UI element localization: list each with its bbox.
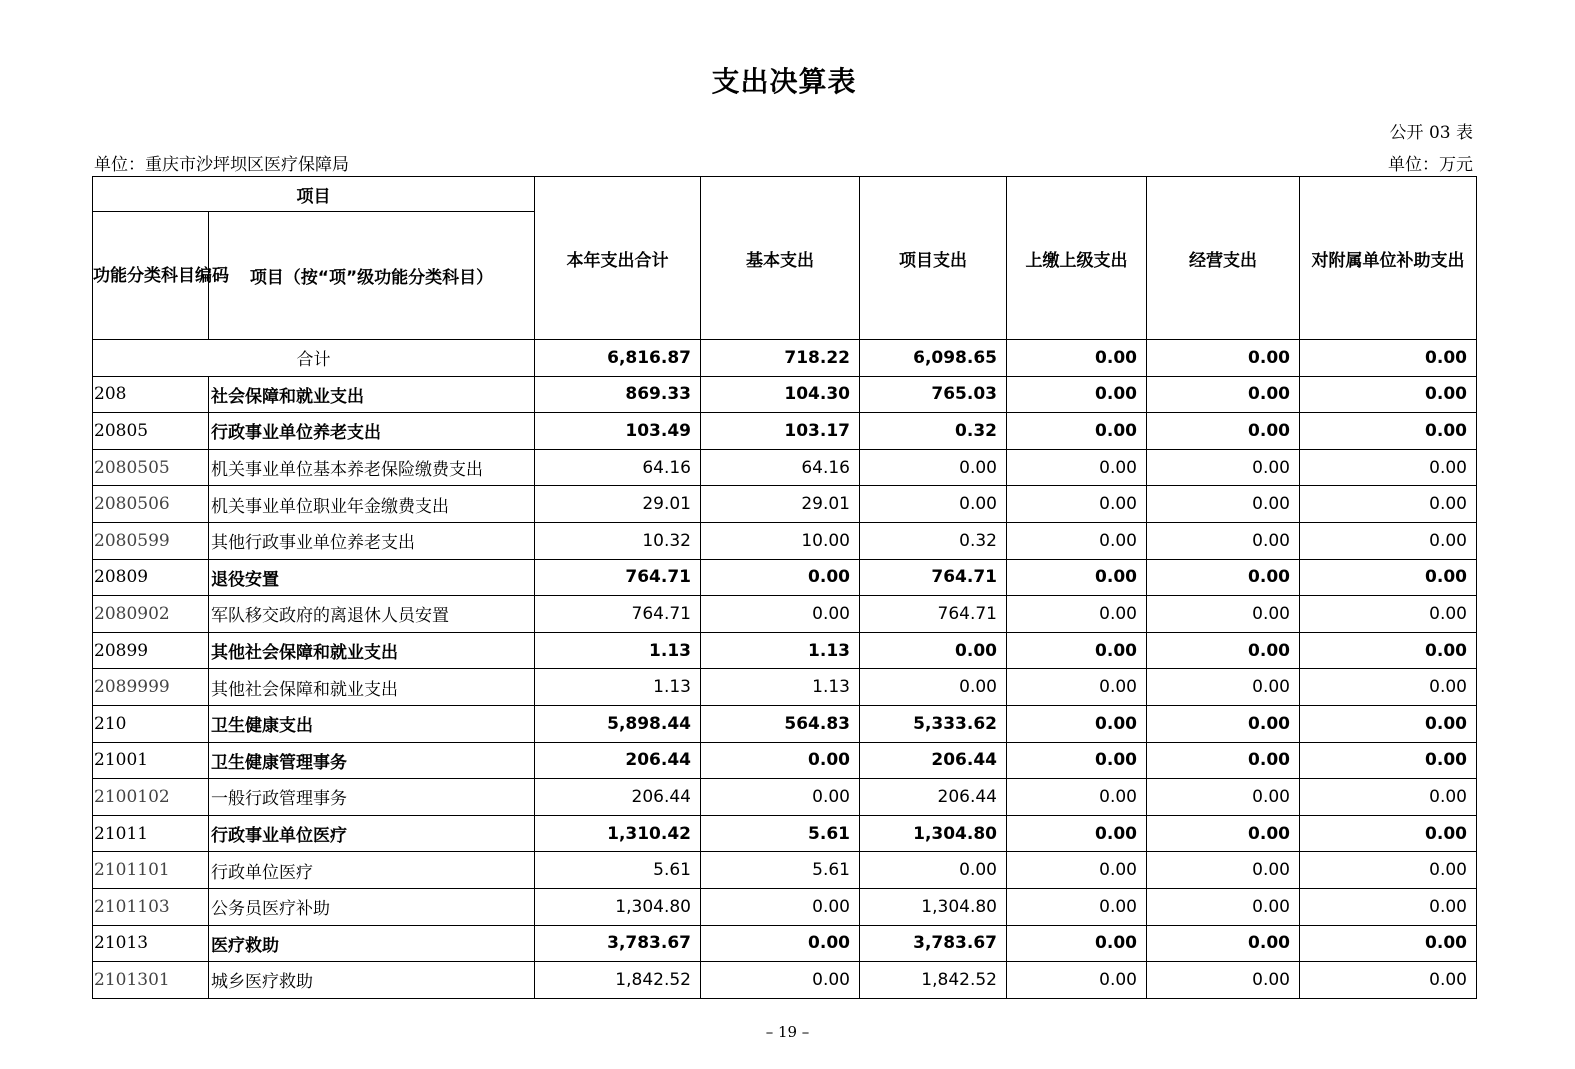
cell-superior: 0.00	[1007, 522, 1147, 559]
cell-business: 0.00	[1147, 596, 1300, 633]
cell-project: 206.44	[860, 742, 1007, 779]
total-cell-superior: 0.00	[1007, 340, 1147, 377]
cell-project: 0.00	[860, 852, 1007, 889]
table-row	[93, 559, 1477, 596]
cell-name: 其他社会保障和就业支出	[209, 632, 535, 669]
cell-business: 0.00	[1147, 376, 1300, 413]
cell-basic: 0.00	[701, 779, 860, 816]
table-row	[93, 962, 1477, 999]
cell-project: 1,842.52	[860, 962, 1007, 999]
cell-superior: 0.00	[1007, 669, 1147, 706]
cell-superior: 0.00	[1007, 742, 1147, 779]
cell-basic: 10.00	[701, 522, 860, 559]
cell-subsidy: 0.00	[1300, 815, 1477, 852]
cell-total: 206.44	[535, 742, 701, 779]
cell-basic: 0.00	[701, 559, 860, 596]
cell-code: 208	[93, 376, 209, 413]
cell-business: 0.00	[1147, 705, 1300, 742]
table-row	[93, 376, 1477, 413]
cell-subsidy: 0.00	[1300, 596, 1477, 633]
cell-total: 103.49	[535, 413, 701, 450]
table-row	[93, 925, 1477, 962]
cell-total: 764.71	[535, 596, 701, 633]
total-label: 合计	[93, 340, 535, 377]
cell-name: 一般行政管理事务	[209, 779, 535, 816]
cell-basic: 0.00	[701, 742, 860, 779]
cell-code: 2101103	[93, 888, 209, 925]
cell-business: 0.00	[1147, 449, 1300, 486]
cell-total: 1,310.42	[535, 815, 701, 852]
header-basic: 基本支出	[701, 177, 860, 340]
cell-basic: 0.00	[701, 962, 860, 999]
cell-project: 0.32	[860, 413, 1007, 450]
cell-code: 2101301	[93, 962, 209, 999]
cell-code: 2080902	[93, 596, 209, 633]
cell-subsidy: 0.00	[1300, 779, 1477, 816]
expenditure-table	[92, 176, 1477, 999]
cell-superior: 0.00	[1007, 815, 1147, 852]
cell-code: 20805	[93, 413, 209, 450]
header-subsidy: 对附属单位补助支出	[1300, 177, 1477, 340]
cell-business: 0.00	[1147, 522, 1300, 559]
cell-business: 0.00	[1147, 852, 1300, 889]
cell-project: 764.71	[860, 596, 1007, 633]
cell-code: 20809	[93, 559, 209, 596]
header-name: 项目（按“项”级功能分类科目）	[209, 212, 535, 340]
cell-subsidy: 0.00	[1300, 669, 1477, 706]
total-cell-basic: 718.22	[701, 340, 860, 377]
cell-total: 1.13	[535, 669, 701, 706]
total-cell-business: 0.00	[1147, 340, 1300, 377]
cell-total: 29.01	[535, 486, 701, 523]
cell-name: 机关事业单位职业年金缴费支出	[209, 486, 535, 523]
cell-superior: 0.00	[1007, 852, 1147, 889]
cell-superior: 0.00	[1007, 925, 1147, 962]
table-row	[93, 632, 1477, 669]
table-row	[93, 888, 1477, 925]
cell-subsidy: 0.00	[1300, 925, 1477, 962]
cell-project: 0.00	[860, 632, 1007, 669]
table-row	[93, 742, 1477, 779]
cell-project: 206.44	[860, 779, 1007, 816]
cell-superior: 0.00	[1007, 413, 1147, 450]
total-cell-project: 6,098.65	[860, 340, 1007, 377]
cell-business: 0.00	[1147, 632, 1300, 669]
cell-superior: 0.00	[1007, 705, 1147, 742]
cell-project: 1,304.80	[860, 815, 1007, 852]
cell-basic: 103.17	[701, 413, 860, 450]
cell-superior: 0.00	[1007, 888, 1147, 925]
cell-project: 0.00	[860, 486, 1007, 523]
cell-basic: 0.00	[701, 888, 860, 925]
cell-superior: 0.00	[1007, 596, 1147, 633]
cell-total: 5.61	[535, 852, 701, 889]
cell-subsidy: 0.00	[1300, 413, 1477, 450]
cell-basic: 104.30	[701, 376, 860, 413]
total-row	[93, 340, 1477, 377]
cell-code: 21011	[93, 815, 209, 852]
cell-code: 2089999	[93, 669, 209, 706]
cell-superior: 0.00	[1007, 779, 1147, 816]
cell-business: 0.00	[1147, 559, 1300, 596]
cell-basic: 5.61	[701, 852, 860, 889]
header-superior: 上缴上级支出	[1007, 177, 1147, 340]
table-row	[93, 779, 1477, 816]
cell-business: 0.00	[1147, 815, 1300, 852]
cell-name: 其他社会保障和就业支出	[209, 669, 535, 706]
cell-subsidy: 0.00	[1300, 449, 1477, 486]
cell-name: 行政事业单位医疗	[209, 815, 535, 852]
cell-subsidy: 0.00	[1300, 486, 1477, 523]
header-code: 功能分类科目编码	[93, 212, 209, 340]
page-number: – 19 –	[765, 1023, 810, 1041]
cell-basic: 0.00	[701, 596, 860, 633]
cell-name: 军队移交政府的离退休人员安置	[209, 596, 535, 633]
cell-code: 2100102	[93, 779, 209, 816]
cell-superior: 0.00	[1007, 449, 1147, 486]
cell-subsidy: 0.00	[1300, 522, 1477, 559]
cell-total: 10.32	[535, 522, 701, 559]
cell-subsidy: 0.00	[1300, 888, 1477, 925]
cell-project: 3,783.67	[860, 925, 1007, 962]
cell-business: 0.00	[1147, 413, 1300, 450]
cell-name: 行政事业单位养老支出	[209, 413, 535, 450]
cell-business: 0.00	[1147, 779, 1300, 816]
table-row	[93, 815, 1477, 852]
cell-project: 0.00	[860, 669, 1007, 706]
cell-total: 1,842.52	[535, 962, 701, 999]
cell-name: 退役安置	[209, 559, 535, 596]
unit-currency: 单位：万元	[1388, 155, 1473, 175]
cell-code: 2101101	[93, 852, 209, 889]
cell-project: 5,333.62	[860, 705, 1007, 742]
cell-code: 2080505	[93, 449, 209, 486]
cell-name: 行政单位医疗	[209, 852, 535, 889]
cell-subsidy: 0.00	[1300, 376, 1477, 413]
cell-superior: 0.00	[1007, 632, 1147, 669]
header-business: 经营支出	[1147, 177, 1300, 340]
cell-superior: 0.00	[1007, 376, 1147, 413]
cell-total: 5,898.44	[535, 705, 701, 742]
cell-project: 764.71	[860, 559, 1007, 596]
cell-total: 1,304.80	[535, 888, 701, 925]
cell-basic: 64.16	[701, 449, 860, 486]
cell-subsidy: 0.00	[1300, 705, 1477, 742]
cell-business: 0.00	[1147, 888, 1300, 925]
cell-superior: 0.00	[1007, 486, 1147, 523]
cell-total: 869.33	[535, 376, 701, 413]
cell-total: 206.44	[535, 779, 701, 816]
cell-name: 其他行政事业单位养老支出	[209, 522, 535, 559]
cell-total: 764.71	[535, 559, 701, 596]
cell-business: 0.00	[1147, 742, 1300, 779]
cell-name: 机关事业单位基本养老保险缴费支出	[209, 449, 535, 486]
cell-basic: 29.01	[701, 486, 860, 523]
cell-total: 1.13	[535, 632, 701, 669]
cell-basic: 564.83	[701, 705, 860, 742]
cell-code: 20899	[93, 632, 209, 669]
cell-business: 0.00	[1147, 669, 1300, 706]
cell-name: 社会保障和就业支出	[209, 376, 535, 413]
table-row	[93, 705, 1477, 742]
table-row	[93, 852, 1477, 889]
cell-project: 0.32	[860, 522, 1007, 559]
cell-code: 21001	[93, 742, 209, 779]
cell-superior: 0.00	[1007, 559, 1147, 596]
cell-code: 210	[93, 705, 209, 742]
cell-subsidy: 0.00	[1300, 742, 1477, 779]
cell-basic: 1.13	[701, 669, 860, 706]
unit-organization: 单位：重庆市沙坪坝区医疗保障局	[94, 155, 349, 175]
total-cell-subsidy: 0.00	[1300, 340, 1477, 377]
total-cell-total: 6,816.87	[535, 340, 701, 377]
page-title: 支出决算表	[711, 65, 857, 98]
header-project: 项目支出	[860, 177, 1007, 340]
cell-subsidy: 0.00	[1300, 632, 1477, 669]
cell-name: 卫生健康支出	[209, 705, 535, 742]
cell-project: 765.03	[860, 376, 1007, 413]
table-row	[93, 413, 1477, 450]
cell-basic: 0.00	[701, 925, 860, 962]
table-row	[93, 522, 1477, 559]
cell-subsidy: 0.00	[1300, 962, 1477, 999]
cell-basic: 5.61	[701, 815, 860, 852]
cell-project: 0.00	[860, 449, 1007, 486]
table-row	[93, 486, 1477, 523]
cell-subsidy: 0.00	[1300, 559, 1477, 596]
table-row	[93, 449, 1477, 486]
cell-name: 卫生健康管理事务	[209, 742, 535, 779]
cell-business: 0.00	[1147, 486, 1300, 523]
cell-business: 0.00	[1147, 962, 1300, 999]
cell-business: 0.00	[1147, 925, 1300, 962]
cell-code: 21013	[93, 925, 209, 962]
cell-code: 2080506	[93, 486, 209, 523]
cell-total: 64.16	[535, 449, 701, 486]
table-number: 公开 03 表	[1389, 123, 1473, 143]
cell-name: 城乡医疗救助	[209, 962, 535, 999]
header-total: 本年支出合计	[535, 177, 701, 340]
cell-total: 3,783.67	[535, 925, 701, 962]
cell-name: 公务员医疗补助	[209, 888, 535, 925]
cell-project: 1,304.80	[860, 888, 1007, 925]
table-row	[93, 596, 1477, 633]
cell-basic: 1.13	[701, 632, 860, 669]
cell-code: 2080599	[93, 522, 209, 559]
cell-superior: 0.00	[1007, 962, 1147, 999]
cell-name: 医疗救助	[209, 925, 535, 962]
table-row	[93, 669, 1477, 706]
cell-subsidy: 0.00	[1300, 852, 1477, 889]
header-item: 项目	[93, 177, 535, 212]
